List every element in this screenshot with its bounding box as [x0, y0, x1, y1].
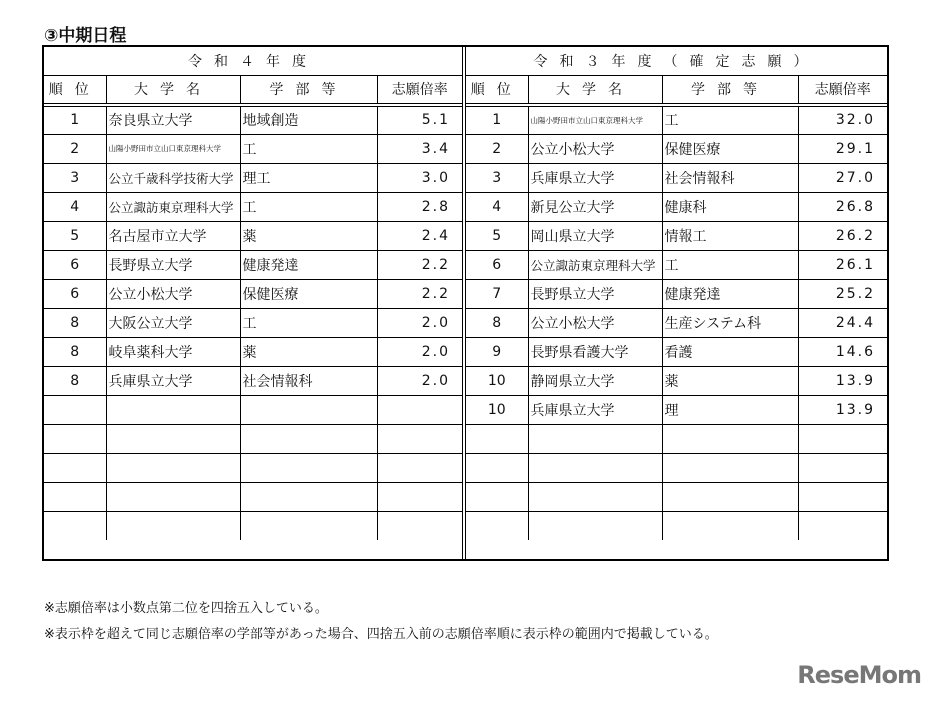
rate-cell — [377, 511, 462, 540]
university-cell: 奈良県立大学 — [106, 105, 240, 134]
faculty-cell: 薬 — [240, 221, 377, 250]
table-row — [44, 395, 462, 424]
university-cell: 山陽小野田市立山口東京理科大学 — [528, 105, 662, 134]
faculty-cell: 社会情報科 — [662, 163, 798, 192]
rate-cell: 2.0 — [377, 308, 462, 337]
rank-cell — [44, 511, 106, 540]
rate-cell: 3.4 — [377, 134, 462, 163]
rate-cell: 13.9 — [798, 395, 887, 424]
faculty-cell — [240, 511, 377, 540]
rank-cell: 1 — [466, 105, 528, 134]
rank-cell: 3 — [466, 163, 528, 192]
table-row — [44, 134, 462, 163]
table-row — [466, 105, 887, 134]
university-cell: 兵庫県立大学 — [106, 366, 240, 395]
rank-cell: 3 — [44, 163, 106, 192]
rank-cell: 4 — [44, 192, 106, 221]
col-rank-header: 順位 — [44, 75, 106, 105]
table-row — [466, 395, 887, 424]
rank-cell: 6 — [466, 250, 528, 279]
table-row — [466, 337, 887, 366]
faculty-cell: 健康科 — [662, 192, 798, 221]
rank-cell: 8 — [466, 308, 528, 337]
table-row — [44, 424, 462, 453]
ranking-table-right — [466, 47, 887, 540]
table-reiwa3 — [466, 47, 887, 559]
table-row — [44, 192, 462, 221]
rate-cell: 25.2 — [798, 279, 887, 308]
column-header-row — [44, 75, 462, 105]
faculty-cell: 工 — [240, 308, 377, 337]
university-cell: 新見公立大学 — [528, 192, 662, 221]
table-row — [44, 163, 462, 192]
rank-cell: 7 — [466, 279, 528, 308]
university-cell — [106, 424, 240, 453]
rank-cell: 1 — [44, 105, 106, 134]
faculty-cell: 工 — [662, 250, 798, 279]
faculty-cell: 地域創造 — [240, 105, 377, 134]
faculty-cell — [240, 482, 377, 511]
rank-cell: 5 — [44, 221, 106, 250]
university-cell: 岐阜薬科大学 — [106, 337, 240, 366]
rate-cell: 27.0 — [798, 163, 887, 192]
resemom-logo: ReseMom — [797, 661, 921, 689]
table-row — [466, 192, 887, 221]
table-row — [466, 424, 887, 453]
rate-cell: 2.0 — [377, 366, 462, 395]
table-row — [44, 308, 462, 337]
university-cell: 兵庫県立大学 — [528, 163, 662, 192]
university-cell: 名古屋市立大学 — [106, 221, 240, 250]
university-cell: 公立千歳科学技術大学 — [106, 163, 240, 192]
rate-cell: 26.1 — [798, 250, 887, 279]
rate-cell: 2.8 — [377, 192, 462, 221]
university-cell — [106, 482, 240, 511]
university-cell — [106, 453, 240, 482]
university-cell — [106, 395, 240, 424]
col-faculty-header: 学部等 — [240, 75, 377, 105]
rate-cell: 5.1 — [377, 105, 462, 134]
rank-cell: 10 — [466, 366, 528, 395]
footnotes — [44, 596, 718, 648]
faculty-cell — [662, 482, 798, 511]
rank-cell — [44, 453, 106, 482]
table-reiwa4 — [44, 47, 466, 559]
rate-cell: 13.9 — [798, 366, 887, 395]
university-cell: 長野県看護大学 — [528, 337, 662, 366]
university-cell: 岡山県立大学 — [528, 221, 662, 250]
col-rate-header: 志願倍率 — [377, 75, 462, 105]
table-row — [466, 511, 887, 540]
university-cell: 公立諏訪東京理科大学 — [106, 192, 240, 221]
rate-cell: 2.2 — [377, 279, 462, 308]
rate-cell: 2.0 — [377, 337, 462, 366]
rank-cell — [466, 482, 528, 511]
university-cell: 山陽小野田市立山口東京理科大学 — [106, 134, 240, 163]
table-row — [466, 221, 887, 250]
university-cell: 静岡県立大学 — [528, 366, 662, 395]
faculty-cell — [662, 424, 798, 453]
table-row — [466, 308, 887, 337]
ranking-tables — [42, 45, 889, 561]
rate-cell — [798, 424, 887, 453]
university-cell: 長野県立大学 — [528, 279, 662, 308]
table-row — [44, 366, 462, 395]
rate-cell: 32.0 — [798, 105, 887, 134]
table-row — [466, 250, 887, 279]
year-header-row — [44, 47, 462, 75]
faculty-cell: 生産システム科 — [662, 308, 798, 337]
faculty-cell: 情報工 — [662, 221, 798, 250]
rate-cell: 26.8 — [798, 192, 887, 221]
university-cell: 大阪公立大学 — [106, 308, 240, 337]
rank-cell — [466, 511, 528, 540]
faculty-cell — [662, 453, 798, 482]
university-cell — [528, 424, 662, 453]
rank-cell: 4 — [466, 192, 528, 221]
rank-cell: 9 — [466, 337, 528, 366]
ranking-table-left — [44, 47, 462, 540]
faculty-cell: 理 — [662, 395, 798, 424]
rate-cell — [377, 482, 462, 511]
col-university-header: 大学名 — [106, 75, 240, 105]
university-cell: 公立小松大学 — [528, 308, 662, 337]
rank-cell: 6 — [44, 250, 106, 279]
faculty-cell: 看護 — [662, 337, 798, 366]
rank-cell — [466, 453, 528, 482]
table-row — [466, 366, 887, 395]
table-row — [466, 134, 887, 163]
table-row — [44, 250, 462, 279]
rank-cell — [44, 424, 106, 453]
table-row — [44, 279, 462, 308]
faculty-cell — [662, 511, 798, 540]
rank-cell: 10 — [466, 395, 528, 424]
faculty-cell: 理工 — [240, 163, 377, 192]
rank-cell: 5 — [466, 221, 528, 250]
rate-cell: 2.4 — [377, 221, 462, 250]
rank-cell — [44, 395, 106, 424]
university-cell: 公立小松大学 — [528, 134, 662, 163]
col-university-header: 大学名 — [528, 75, 662, 105]
faculty-cell: 保健医療 — [240, 279, 377, 308]
table-row — [44, 482, 462, 511]
university-cell: 兵庫県立大学 — [528, 395, 662, 424]
table-row — [466, 163, 887, 192]
rank-cell — [466, 424, 528, 453]
university-cell — [528, 453, 662, 482]
rate-cell: 14.6 — [798, 337, 887, 366]
faculty-cell: 工 — [240, 134, 377, 163]
rate-cell — [798, 453, 887, 482]
rank-cell: 6 — [44, 279, 106, 308]
faculty-cell: 健康発達 — [662, 279, 798, 308]
year-header-row — [466, 47, 887, 75]
table-row — [44, 105, 462, 134]
rank-cell: 8 — [44, 366, 106, 395]
faculty-cell: 社会情報科 — [240, 366, 377, 395]
rank-cell — [44, 482, 106, 511]
rank-cell: 8 — [44, 337, 106, 366]
university-cell: 公立諏訪東京理科大学 — [528, 250, 662, 279]
table-row — [44, 337, 462, 366]
section-title: ③中期日程 — [44, 26, 127, 46]
faculty-cell: 薬 — [662, 366, 798, 395]
rate-cell — [377, 424, 462, 453]
rate-cell — [798, 511, 887, 540]
faculty-cell — [240, 395, 377, 424]
rank-cell: 2 — [466, 134, 528, 163]
university-cell: 公立小松大学 — [106, 279, 240, 308]
table-row — [466, 482, 887, 511]
university-cell — [528, 511, 662, 540]
faculty-cell: 薬 — [240, 337, 377, 366]
rank-cell: 2 — [44, 134, 106, 163]
rate-cell: 24.4 — [798, 308, 887, 337]
faculty-cell: 健康発達 — [240, 250, 377, 279]
faculty-cell — [240, 424, 377, 453]
rate-cell: 2.2 — [377, 250, 462, 279]
rate-cell — [377, 395, 462, 424]
col-faculty-header: 学部等 — [662, 75, 798, 105]
year-header: 令和３年度（確定志願） — [466, 47, 887, 75]
rate-cell — [377, 453, 462, 482]
year-header: 令和４年度 — [44, 47, 462, 75]
table-row — [44, 511, 462, 540]
column-header-row — [466, 75, 887, 105]
rate-cell: 29.1 — [798, 134, 887, 163]
faculty-cell: 工 — [662, 105, 798, 134]
rank-cell: 8 — [44, 308, 106, 337]
faculty-cell: 工 — [240, 192, 377, 221]
university-cell — [528, 482, 662, 511]
table-row — [466, 279, 887, 308]
university-cell — [106, 511, 240, 540]
university-cell: 長野県立大学 — [106, 250, 240, 279]
footnote-tie-order: ※表示枠を超えて同じ志願倍率の学部等があった場合、四捨五入前の志願倍率順に表示枠の範囲内で掲載している。 — [44, 627, 718, 642]
table-row — [466, 453, 887, 482]
table-row — [44, 453, 462, 482]
footnote-rounding: ※志願倍率は小数点第二位を四捨五入している。 — [44, 601, 328, 616]
rate-cell: 3.0 — [377, 163, 462, 192]
faculty-cell — [240, 453, 377, 482]
faculty-cell: 保健医療 — [662, 134, 798, 163]
col-rate-header: 志願倍率 — [798, 75, 887, 105]
rate-cell — [798, 482, 887, 511]
table-row — [44, 221, 462, 250]
col-rank-header: 順位 — [466, 75, 528, 105]
rate-cell: 26.2 — [798, 221, 887, 250]
